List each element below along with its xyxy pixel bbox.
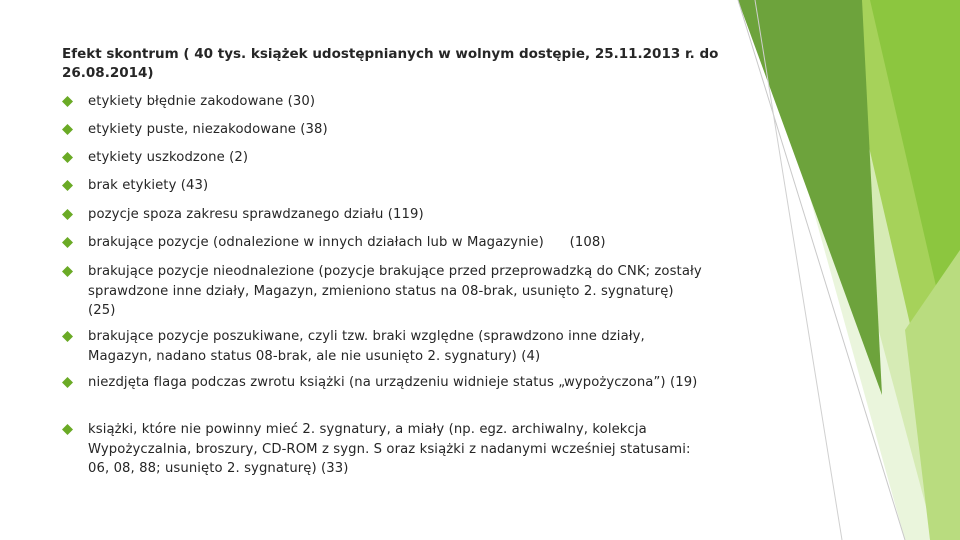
diamond-bullet-icon: [62, 152, 73, 163]
list-item: [62, 176, 702, 196]
list-item: [62, 420, 702, 479]
list-item-text: pozycje spoza zakresu sprawdzanego działu (119): [88, 207, 424, 222]
deco-dark-shape: [738, 0, 882, 395]
diamond-bullet-icon: [62, 180, 73, 191]
list-item-text: etykiety błędnie zakodowane (30): [88, 94, 316, 109]
diamond-bullet-icon: [62, 96, 73, 107]
list-item-text: etykiety puste, niezakodowane (38): [88, 122, 328, 137]
list-item: [62, 233, 702, 253]
list-item-text: książki, które nie powinny mieć 2. sygnatury, a miały (np. egz. archiwalny, kolekcja Wypożyczalnia, broszury, CD-ROM z sygn. S oraz książki z nadanymi wcześniej statusami: 06, 08, 88; usunięto 2. sygnaturę) (33): [88, 422, 691, 476]
diamond-bullet-icon: [62, 331, 73, 342]
list-item: [62, 262, 702, 321]
list-item: [62, 148, 702, 168]
list-item: [62, 92, 702, 112]
diamond-bullet-icon: [62, 124, 73, 135]
list-item-text: brak etykiety (43): [88, 178, 209, 193]
slide-title: Efekt skontrum ( 40 tys. książek udostępnianych w wolnym dostępie, 25.11.2013 r. do 26.08.2014): [62, 46, 719, 81]
diamond-bullet-icon: [62, 209, 73, 220]
diamond-bullet-icon: [62, 424, 73, 435]
diamond-bullet-icon: [62, 266, 73, 277]
list-item: [62, 373, 702, 393]
list-item-text: etykiety uszkodzone (2): [88, 150, 249, 165]
list-item-text: brakujące pozycje nieodnalezione (pozycje brakujące przed przeprowadzką do CNK; zostały sprawdzone inne działy, Magazyn, zmieniono status na 08-brak, usunięto 2. sygnaturę) (25): [88, 264, 702, 318]
diamond-bullet-icon: [62, 237, 73, 248]
list-item-text: brakujące pozycje (odnalezione w innych działach lub w Magazynie) (108): [88, 235, 606, 250]
list-item: [62, 120, 702, 140]
list-item: [62, 205, 702, 225]
list-item-text: niezdjęta flaga podczas zwrotu książki (na urządzeniu widnieje status „wypożyczona”) (19): [88, 375, 698, 390]
list-item-text: brakujące pozycje poszukiwane, czyli tzw. braki względne (sprawdzono inne działy, Magazyn, nadano status 08-brak, ale nie usunięto 2. sygnatury) (4): [88, 329, 645, 364]
diamond-bullet-icon: [62, 377, 73, 388]
list-item: [62, 327, 702, 366]
